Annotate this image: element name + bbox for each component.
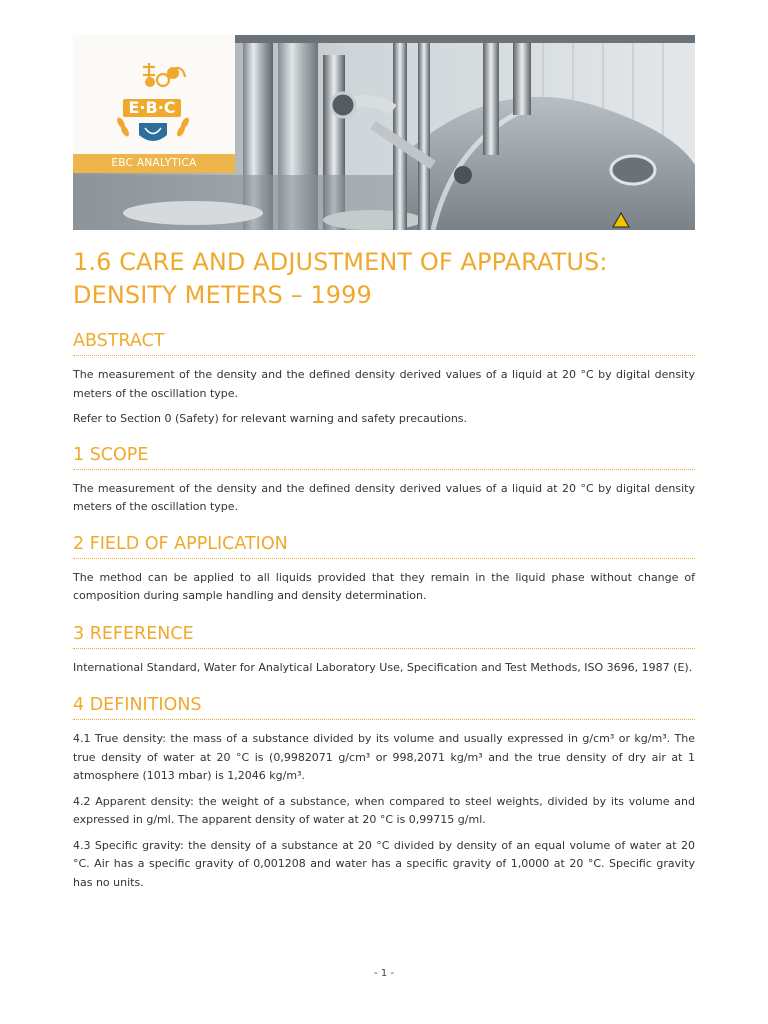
title-line-2: DENSITY METERS – 1999 xyxy=(73,281,372,309)
section-field-of-application xyxy=(73,533,695,606)
section-heading: 3 REFERENCE xyxy=(73,623,695,649)
paragraph: The measurement of the density and the defined density derived values of a liquid at 20 °C by digital density meters of the oscillation type. xyxy=(73,481,695,513)
paragraph: 4.2 Apparent density: the weight of a substance, when compared to steel weights, divided by its volume and expressed in g/ml. The apparent density of water at 20 °C is 0,99715 g/ml. xyxy=(73,794,695,826)
paragraph: 4.3 Specific gravity: the density of a substance at 20 °C divided by density of an equal volume of water at 20 °C. Air has a specific gravity of 0,001208 and water has a specific gravity of 1,0000 at 20 °C. Specific gravity has no units. xyxy=(73,838,695,889)
paragraph: International Standard, Water for Analytical Laboratory Use, Specification and Test Methods, ISO 3696, 1987 (E). xyxy=(73,660,693,674)
section-abstract xyxy=(73,330,695,429)
paragraph: Refer to Section 0 (Safety) for relevant warning and safety precautions. xyxy=(73,412,468,425)
ebc-logo xyxy=(73,35,235,173)
section-heading: 4 DEFINITIONS xyxy=(73,694,695,720)
section-heading: 1 SCOPE xyxy=(73,444,695,470)
paragraph: 4.1 True density: the mass of a substance divided by its volume and usually expressed in g/cm³ or kg/m³. The true density of water at 20 °C is (0,9982071 g/cm³ or 998,2071 kg/m³ and the true density of dry air at 1 atmosphere (1013 mbar) is 1,2046 kg/m³. xyxy=(73,732,695,782)
section-heading: ABSTRACT xyxy=(73,330,695,356)
section-definitions xyxy=(73,694,695,892)
page-number: - 1 - xyxy=(374,968,394,979)
paragraph: The measurement of the density and the defined density derived values of a liquid at 20 °C by digital density meters of the oscillation type. xyxy=(73,368,695,400)
section-reference xyxy=(73,623,695,678)
brand-band: EBC ANALYTICA xyxy=(73,154,235,173)
title-line-1: 1.6 CARE AND ADJUSTMENT OF APPARATUS: xyxy=(73,248,608,276)
section-heading: 2 FIELD OF APPLICATION xyxy=(73,533,695,559)
document-body xyxy=(73,246,695,892)
paragraph: The method can be applied to all liquids provided that they remain in the liquid phase without change of composition during sample handling and density determination. xyxy=(73,570,695,602)
section-scope xyxy=(73,444,695,517)
document-title xyxy=(73,246,695,312)
logo-text: E·B·C xyxy=(128,98,176,117)
